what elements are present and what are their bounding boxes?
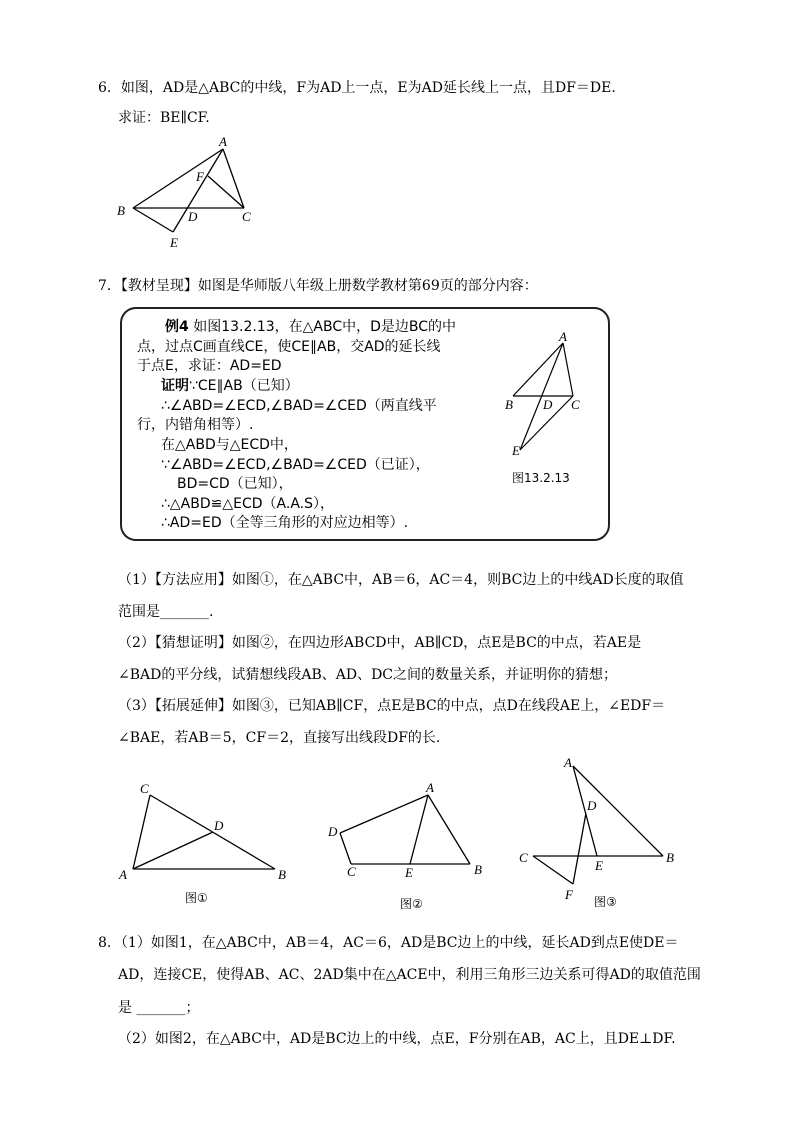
example-line-11: ∴AD=ED（全等三角形的对应边相等）. (161, 515, 409, 531)
q6-label-f: F (196, 169, 204, 184)
example-line-9: BD=CD（已知）， (177, 476, 293, 492)
ex-fig-d: D (543, 397, 553, 412)
fig2-label-a: A (426, 780, 434, 795)
fig3-label-a: A (564, 755, 572, 770)
q6-statement: 6．如图，AD是△ABC的中线，F为AD上一点，E为AD延长线上一点，且DF＝DE. (98, 80, 616, 96)
q8-line-2: AD，连接CE，使得AB、AC、2AD集中在△ACE中，利用三角形三边关系可得AD的取值范围 (118, 967, 701, 983)
q6-label-c: C (242, 209, 251, 224)
fig1-label-c: C (140, 781, 149, 796)
q8-line-1: 8．（1）如图1，在△ABC中，AB＝4，AC＝6，AD是BC边上的中线，延长AD到点E使DE＝ (98, 935, 679, 951)
fig1-label-a: A (119, 867, 127, 882)
q7-part3-b: ∠BAE，若AB＝5，CF＝2，直接写出线段DF的长. (118, 730, 441, 746)
q6-prove: 求证：BE∥CF. (118, 110, 210, 126)
q6-label-a: A (219, 134, 227, 149)
ex-fig-a: A (559, 329, 567, 344)
fig3-label-f: F (565, 887, 573, 902)
q6-label-d: D (188, 209, 198, 224)
figure-1 (133, 795, 275, 869)
fig3-caption: 图③ (594, 895, 617, 909)
q8-line-3: 是 _______； (118, 1000, 200, 1016)
fig3-label-e: E (595, 858, 603, 873)
ex-fig-caption: 图13.2.13 (512, 471, 570, 485)
example-line-1: 例4 如图13.2.13，在△ABC中，D是边BC的中 (165, 319, 457, 335)
example-title: 例4 (165, 319, 189, 335)
q6-label-e: E (170, 235, 178, 250)
example-line-2: 点，过点C画直线CE，使CE∥AB，交AD的延长线 (137, 339, 441, 355)
example-line-3: 于点E，求证：AD=ED (137, 358, 282, 374)
q7-part2-a: （2）【猜想证明】如图②，在四边形ABCD中，AB∥CD，点E是BC的中点，若AE是 (118, 635, 642, 651)
example-line-5: ∴∠ABD=∠ECD,∠BAD=∠CED（两直线平 (161, 398, 437, 414)
q6-label-b: B (117, 203, 125, 218)
fig2-label-d: D (328, 824, 338, 839)
q7-part1-a: （1）【方法应用】如图①，在△ABC中，AB＝6，AC＝4，则BC边上的中线AD长度的取值 (118, 572, 684, 588)
example-line-6: 行，内错角相等）. (137, 417, 254, 433)
q7-part3-a: （3）【拓展延伸】如图③，已知AB∥CF，点E是BC的中点，点D在线段AE上，∠EDF＝ (118, 698, 666, 714)
ex-fig-c: C (571, 397, 580, 412)
example-line-4: 证明∵CE∥AB（已知） (161, 378, 299, 394)
q8-line-4: （2）如图2，在△ABC中，AD是BC边上的中线，点E，F分别在AB，AC上，且DE⊥DF. (118, 1031, 676, 1047)
fig2-caption: 图② (400, 897, 423, 911)
fig1-caption: 图① (185, 891, 208, 905)
q7-intro: 7．【教材呈现】如图是华师版八年级上册数学教材第69页的部分内容： (98, 278, 538, 294)
example-line-8: ∵∠ABD=∠ECD,∠BAD=∠CED（已证）， (161, 457, 430, 473)
example-line-7: 在△ABD与△ECD中， (161, 437, 298, 453)
proof-label: 证明 (161, 378, 189, 394)
fig2-label-c: C (347, 864, 356, 879)
example-line-10: ∴△ABD≌△ECD（A.A.S）， (161, 496, 334, 512)
fig3-label-b: B (666, 850, 674, 865)
fig3-label-c: C (519, 850, 528, 865)
ex-fig-e: E (512, 443, 520, 458)
figure-2 (340, 795, 470, 864)
fig1-label-b: B (278, 867, 286, 882)
fig2-label-e: E (405, 865, 413, 880)
q7-part2-b: ∠BAD的平分线，试猜想线段AB、AD、DC之间的数量关系，并证明你的猜想； (118, 667, 618, 683)
fig2-label-b: B (474, 862, 482, 877)
fig1-label-d: D (214, 818, 224, 833)
fig3-label-d: D (587, 798, 597, 813)
ex-fig-b: B (505, 397, 513, 412)
q7-part1-b: 范围是_______. (118, 604, 214, 620)
